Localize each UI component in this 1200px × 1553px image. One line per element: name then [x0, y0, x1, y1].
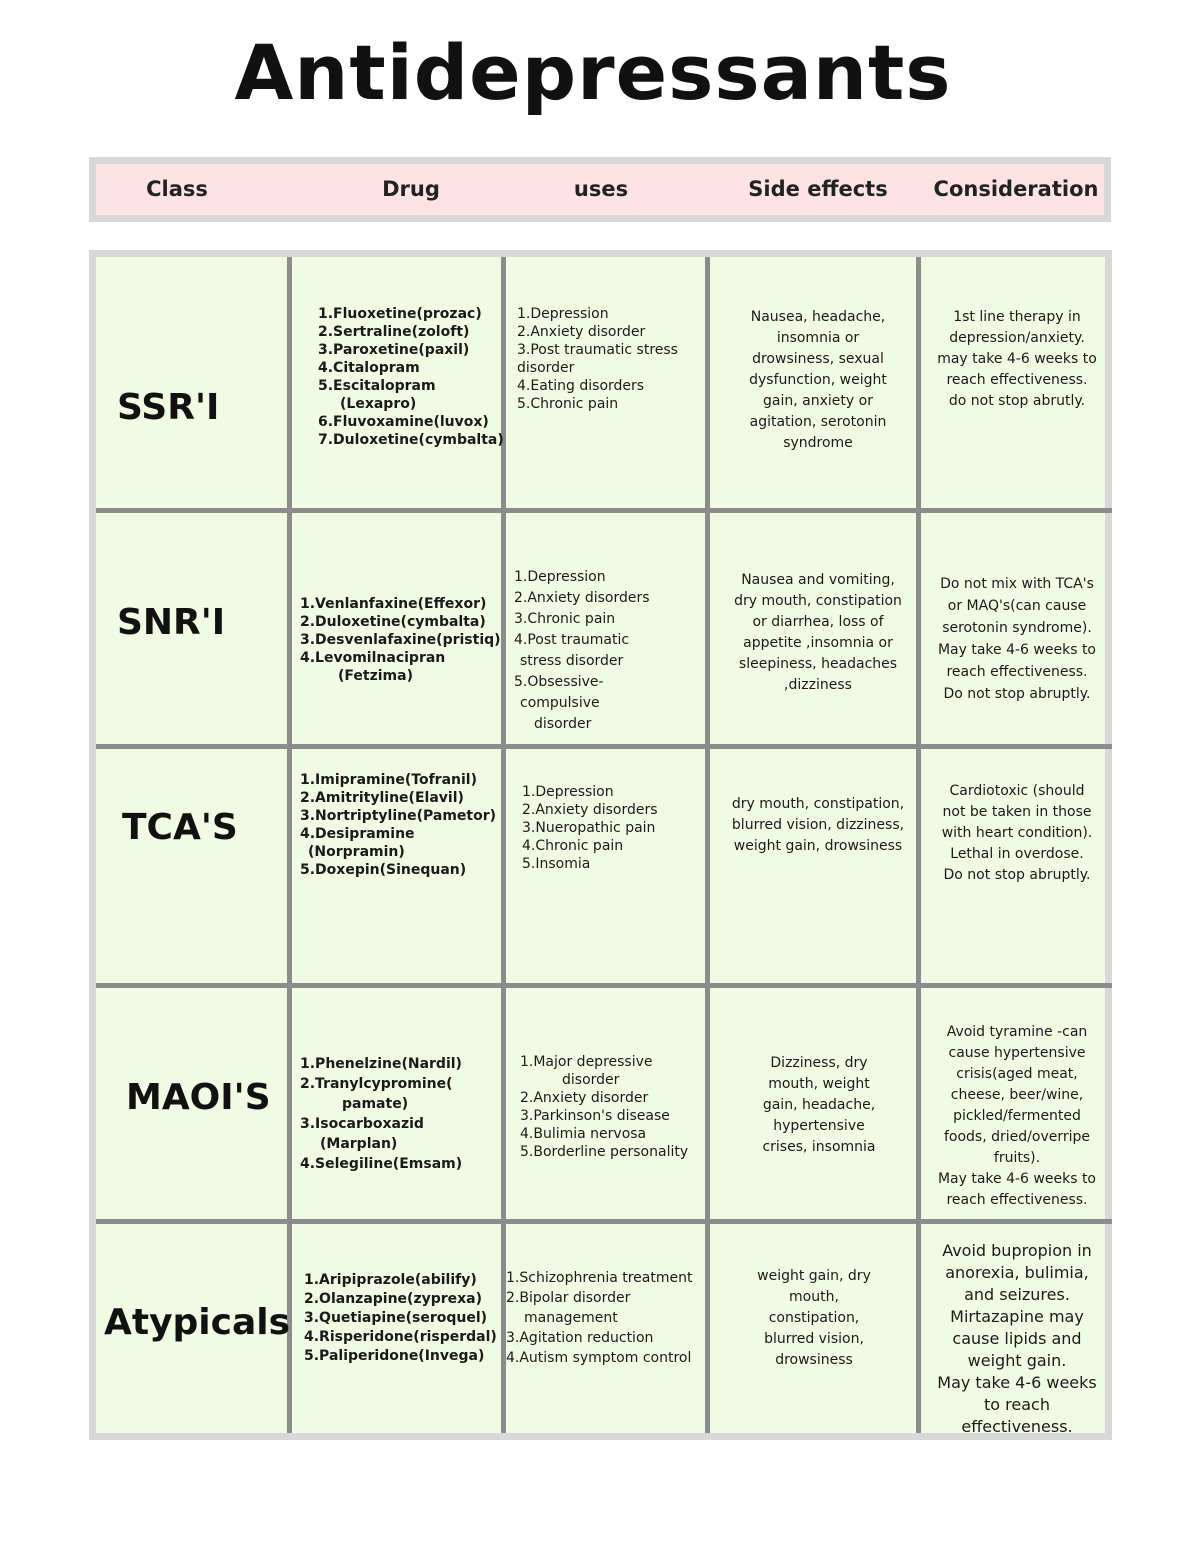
- list-item: 3.Nueropathic pain: [522, 820, 656, 836]
- list-item: 2.Sertraline(zoloft): [318, 324, 470, 340]
- text-line: reach effectiveness.: [946, 664, 1088, 680]
- list-item: 4.Bulimia nervosa: [520, 1126, 647, 1142]
- text-line: sleepiness, headaches: [738, 656, 898, 672]
- text-line: insomnia or: [776, 330, 860, 346]
- text-line: syndrome: [783, 435, 853, 451]
- text-line: gain, anxiety or: [763, 393, 873, 409]
- consideration: [924, 307, 1110, 412]
- list-item: (Lexapro): [340, 396, 417, 412]
- list-item: (Fetzima): [338, 668, 413, 684]
- text-line: 1st line therapy in: [953, 309, 1081, 325]
- list-item: 2.Olanzapine(zyprexa): [304, 1291, 483, 1307]
- text-line: drowsiness: [775, 1352, 853, 1368]
- list-item: 1.Fluoxetine(prozac): [318, 306, 482, 322]
- uses-list: [522, 783, 707, 873]
- class-maoi: MAOI'S: [126, 1077, 271, 1118]
- list-item: 4.Autism symptom control: [506, 1350, 692, 1366]
- text-line: May take 4-6 weeks: [937, 1373, 1097, 1392]
- text-line: pickled/fermented: [953, 1108, 1081, 1124]
- drug-table: [89, 250, 1112, 1440]
- list-item: disorder: [562, 1072, 620, 1088]
- text-line: Mirtazapine may: [950, 1307, 1084, 1326]
- list-item: 2.Tranylcypromine(: [300, 1076, 453, 1092]
- text-line: Avoid tyramine -can: [946, 1024, 1088, 1040]
- list-item: 3.Quetiapine(seroquel): [304, 1310, 488, 1326]
- text-line: crises, insomnia: [762, 1139, 876, 1155]
- text-line: with heart condition).: [941, 825, 1093, 841]
- list-item: 4.Post traumatic: [514, 632, 630, 648]
- list-item: 4.Eating disorders: [517, 378, 645, 394]
- text-line: foods, dried/overripe: [943, 1129, 1090, 1145]
- list-item: 2.Bipolar disorder: [506, 1290, 631, 1306]
- text-line: cause lipids and: [952, 1329, 1082, 1348]
- text-line: Do not mix with TCA's: [940, 576, 1094, 592]
- list-item: management: [524, 1310, 618, 1326]
- text-line: ,dizziness: [784, 677, 852, 693]
- text-line: cheese, beer/wine,: [950, 1087, 1084, 1103]
- list-item: compulsive: [520, 695, 600, 711]
- text-line: mouth, weight: [768, 1076, 870, 1092]
- list-item: (Marplan): [320, 1136, 398, 1152]
- header-side-effects: Side effects: [748, 177, 888, 201]
- list-item: 5.Paliperidone(Invega): [304, 1348, 485, 1364]
- list-item: (Norpramin): [308, 844, 405, 860]
- list-item: 1.Depression: [517, 306, 609, 322]
- list-item: 3.Post traumatic stress: [517, 342, 678, 358]
- list-item: 1.Depression: [514, 569, 606, 585]
- consideration: [924, 573, 1110, 705]
- list-item: 5.Escitalopram: [318, 378, 436, 394]
- text-line: agitation, serotonin: [749, 414, 887, 430]
- list-item: 2.Anxiety disorders: [514, 590, 650, 606]
- text-line: gain, headache,: [762, 1097, 876, 1113]
- header-drug: Drug: [382, 177, 440, 201]
- list-item: 4.Desipramine: [300, 826, 415, 842]
- text-line: May take 4-6 weeks to: [937, 642, 1097, 658]
- header-class: Class: [146, 177, 208, 201]
- drug-list: [300, 771, 500, 879]
- text-line: blurred vision, dizziness,: [731, 817, 905, 833]
- uses-list: [514, 567, 704, 735]
- text-line: anorexia, bulimia,: [945, 1263, 1089, 1282]
- text-line: cause hypertensive: [948, 1045, 1086, 1061]
- drug-list: [300, 1054, 500, 1174]
- text-line: or diarrhea, loss of: [752, 614, 884, 630]
- list-item: 2.Anxiety disorders: [522, 802, 658, 818]
- consideration: [924, 781, 1110, 886]
- text-line: constipation,: [768, 1310, 860, 1326]
- list-item: 4.Citalopram: [318, 360, 420, 376]
- list-item: 2.Amitrityline(Elavil): [300, 790, 464, 806]
- list-item: 4.Chronic pain: [522, 838, 624, 854]
- text-line: drowsiness, sexual: [752, 351, 884, 367]
- side-effects: [716, 1266, 912, 1371]
- row-divider: [96, 744, 1112, 749]
- list-item: 3.Isocarboxazid: [300, 1116, 424, 1132]
- list-item: pamate): [342, 1096, 409, 1112]
- class-atypicals: Atypicals: [104, 1302, 291, 1343]
- text-line: appetite ,insomnia or: [743, 635, 893, 651]
- text-line: reach effectiveness.: [946, 372, 1088, 388]
- text-line: dysfunction, weight: [749, 372, 887, 388]
- table-header: [89, 157, 1111, 222]
- text-line: effectiveness.: [961, 1417, 1073, 1436]
- text-line: Do not stop abruptly.: [943, 867, 1091, 883]
- list-item: 3.Chronic pain: [514, 611, 616, 627]
- text-line: Lethal in overdose.: [950, 846, 1084, 862]
- list-item: 1.Schizophrenia treatment: [506, 1270, 693, 1286]
- consideration: [924, 1022, 1110, 1211]
- list-item: 1.Imipramine(Tofranil): [300, 772, 477, 788]
- text-line: and seizures.: [964, 1285, 1070, 1304]
- text-line: reach effectiveness.: [946, 1192, 1088, 1208]
- uses-list: [520, 1053, 710, 1161]
- list-item: 4.Risperidone(risperdal): [304, 1329, 497, 1345]
- text-line: May take 4-6 weeks to: [937, 1171, 1097, 1187]
- list-item: 3.Parkinson's disease: [520, 1108, 670, 1124]
- list-item: 5.Borderline personality: [520, 1144, 689, 1160]
- list-item: 1.Phenelzine(Nardil): [300, 1056, 462, 1072]
- list-item: 2.Duloxetine(cymbalta): [300, 614, 486, 630]
- row-divider: [96, 1219, 1112, 1224]
- list-item: 5.Doxepin(Sinequan): [300, 862, 467, 878]
- text-line: may take 4-6 weeks to: [937, 351, 1097, 367]
- list-item: 3.Desvenlafaxine(pristiq): [300, 632, 501, 648]
- list-item: 3.Paroxetine(paxil): [318, 342, 470, 358]
- uses-list: [517, 305, 707, 413]
- list-item: 2.Anxiety disorder: [520, 1090, 649, 1106]
- list-item: 4.Selegiline(Emsam): [300, 1156, 463, 1172]
- list-item: 2.Anxiety disorder: [517, 324, 646, 340]
- class-snri: SNR'I: [117, 602, 226, 643]
- list-item: 6.Fluvoxamine(luvox): [318, 414, 489, 430]
- class-tca: TCA'S: [122, 807, 238, 848]
- text-line: or MAQ's(can cause: [947, 598, 1087, 614]
- side-effects: [722, 570, 914, 696]
- list-item: 1.Depression: [522, 784, 614, 800]
- list-item: disorder: [517, 360, 575, 376]
- header-uses: uses: [573, 177, 629, 201]
- list-item: 3.Agitation reduction: [506, 1330, 654, 1346]
- text-line: Dizziness, dry: [770, 1055, 868, 1071]
- list-item: 1.Aripiprazole(abilify): [304, 1272, 477, 1288]
- header-consideration: Consideration: [933, 177, 1099, 201]
- column-divider: [287, 257, 292, 1433]
- page-title: Antidepressants: [234, 28, 952, 117]
- text-line: serotonin syndrome).: [942, 620, 1092, 636]
- list-item: 1.Major depressive: [520, 1054, 653, 1070]
- list-item: 3.Nortriptyline(Pametor): [300, 808, 497, 824]
- text-line: mouth,: [789, 1289, 839, 1305]
- list-item: 5.Chronic pain: [517, 396, 619, 412]
- text-line: weight gain.: [967, 1351, 1067, 1370]
- uses-list: [506, 1268, 712, 1368]
- text-line: to reach: [984, 1395, 1050, 1414]
- text-line: not be taken in those: [942, 804, 1092, 820]
- list-item: 4.Levomilnacipran: [300, 650, 446, 666]
- text-line: dry mouth, constipation: [734, 593, 902, 609]
- text-line: hypertensive: [773, 1118, 865, 1134]
- list-item: 5.Obsessive-: [514, 674, 604, 690]
- text-line: Nausea and vomiting,: [741, 572, 895, 588]
- text-line: Cardiotoxic (should: [949, 783, 1085, 799]
- list-item: 5.Insomia: [522, 856, 591, 872]
- list-item: stress disorder: [520, 653, 624, 669]
- side-effects: [724, 1053, 914, 1158]
- text-line: Nausea, headache,: [750, 309, 886, 325]
- text-line: depression/anxiety.: [949, 330, 1085, 346]
- text-line: do not stop abrutly.: [948, 393, 1086, 409]
- text-line: crisis(aged meat,: [956, 1066, 1078, 1082]
- text-line: Avoid bupropion in: [942, 1241, 1092, 1260]
- list-item: 1.Venlanfaxine(Effexor): [300, 596, 487, 612]
- text-line: Do not stop abruptly.: [943, 686, 1091, 702]
- text-line: blurred vision,: [764, 1331, 864, 1347]
- consideration: [924, 1240, 1110, 1438]
- drug-list: [300, 595, 500, 685]
- list-item: disorder: [534, 716, 592, 732]
- side-effects: [722, 307, 914, 454]
- list-item: 7.Duloxetine(cymbalta): [318, 432, 504, 448]
- class-ssri: SSR'I: [117, 387, 220, 428]
- text-line: weight gain, drowsiness: [733, 838, 903, 854]
- row-divider: [96, 983, 1112, 988]
- text-line: dry mouth, constipation,: [731, 796, 905, 812]
- row-divider: [96, 508, 1112, 513]
- drug-list: [318, 305, 503, 449]
- drug-list: [304, 1271, 504, 1366]
- side-effects: [717, 794, 919, 857]
- text-line: weight gain, dry: [757, 1268, 871, 1284]
- text-line: fruits).: [993, 1150, 1041, 1166]
